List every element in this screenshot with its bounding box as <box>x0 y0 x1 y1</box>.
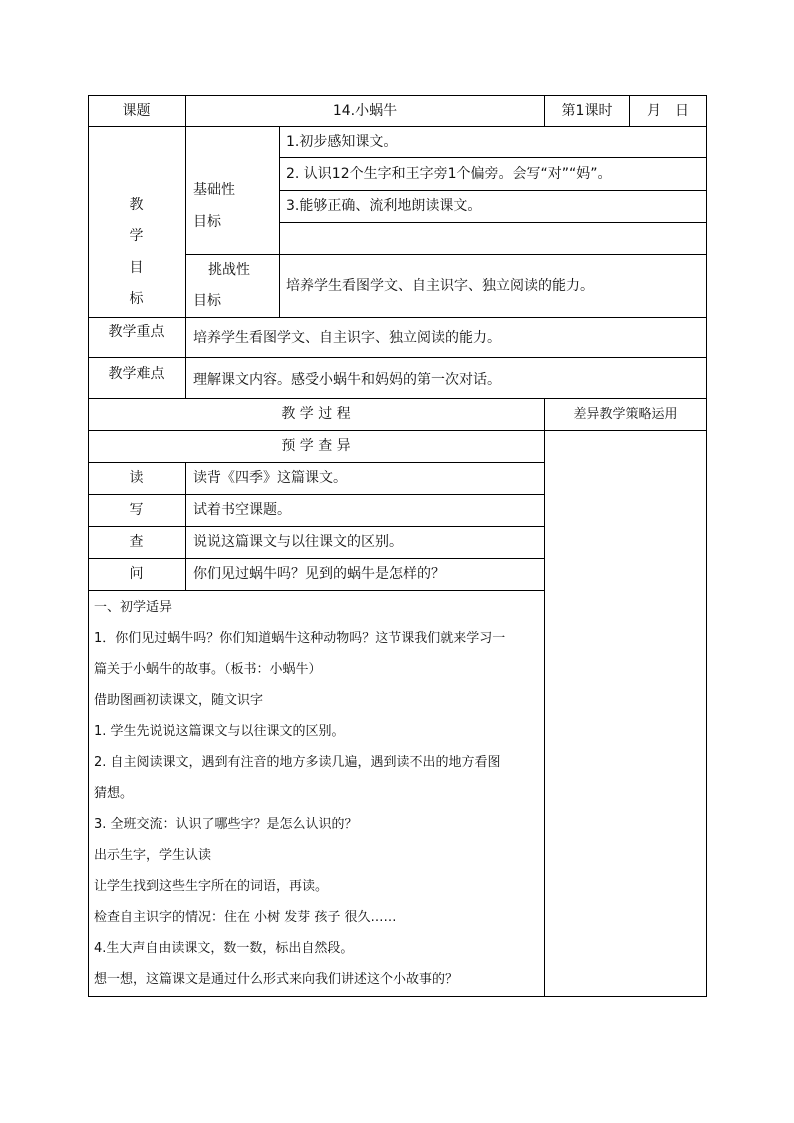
challenge-objective-text: 培养学生看图学文、自主识字、独立阅读的能力。 <box>286 278 594 294</box>
process-body-line: 篇关于小蜗牛的故事。（板书：小蜗牛） <box>94 662 322 677</box>
row-divider <box>88 430 707 431</box>
process-body-line: 借助图画初读课文，随文识字 <box>94 693 264 708</box>
lesson-title: 14.小蜗牛 <box>332 103 398 119</box>
key-point-label: 教学重点 <box>108 324 165 340</box>
process-body-line: 3. 全班交流：认识了哪些字？是怎么认识的？ <box>94 817 358 832</box>
difficulty-text: 理解课文内容。感受小蜗牛和妈妈的第一次对话。 <box>193 372 501 388</box>
lesson-number: 第1课时 <box>561 103 613 119</box>
preview-row-text: 试着书空课题。 <box>193 502 291 518</box>
process-body-line: 2. 自主阅读课文，遇到有注音的地方多读几遍，遇到读不出的地方看图 <box>94 755 501 770</box>
basic-objective-label: 基础性 <box>193 182 235 198</box>
key-point-text: 培养学生看图学文、自主识字、独立阅读的能力。 <box>193 330 501 346</box>
process-body-line: 想一想，这篇课文是通过什么形式来向我们讲述这个小故事的？ <box>94 972 459 987</box>
process-header: 教 学 过 程 <box>281 406 351 422</box>
row-divider <box>88 398 707 399</box>
preview-row-label: 查 <box>129 534 144 550</box>
process-body-line: 4.生大声自由读课文，数一数，标出自然段。 <box>94 941 354 956</box>
process-body-line: 1．你们见过蜗牛吗？你们知道蜗牛这种动物吗？这节课我们就来学习一 <box>94 631 506 646</box>
objectives-label-char: 教 <box>129 197 144 213</box>
table-border-bottom <box>88 996 707 997</box>
preview-row-text: 你们见过蜗牛吗？见到的蜗牛是怎样的？ <box>193 566 445 582</box>
date-placeholder: 月 日 <box>647 103 689 119</box>
preview-row-label: 写 <box>129 502 144 518</box>
row-divider <box>88 494 545 495</box>
table-border-top <box>88 95 707 96</box>
challenge-objective-label: 目标 <box>193 293 221 309</box>
preview-row-label: 问 <box>129 566 144 582</box>
preview-row-text: 说说这篇课文与以往课文的区别。 <box>193 534 403 550</box>
row-divider <box>279 222 707 223</box>
row-divider <box>88 357 707 358</box>
table-border-right <box>706 95 707 997</box>
preview-row-label: 读 <box>129 470 144 486</box>
row-divider <box>279 190 707 191</box>
basic-objective-item: 2. 认识12个生字和王字旁1个偏旁。会写“对”“妈”。 <box>286 166 612 182</box>
process-body-line: 一、初学适异 <box>94 600 173 615</box>
objectives-label-char: 学 <box>129 228 144 244</box>
row-divider <box>88 126 707 127</box>
basic-objective-item: 3.能够正确、流利地朗读课文。 <box>286 198 482 214</box>
col-divider <box>544 398 545 997</box>
process-body-line: 1. 学生先说说这篇课文与以往课文的区别。 <box>94 724 345 739</box>
row-divider <box>185 254 707 255</box>
row-divider <box>88 590 545 591</box>
row-divider <box>279 157 707 158</box>
process-body-line: 让学生找到这些生字所在的词语，再读。 <box>94 879 329 894</box>
preview-row-text: 读背《四季》这篇课文。 <box>193 470 347 486</box>
basic-objective-item: 1.初步感知课文。 <box>286 134 398 150</box>
row-divider <box>88 462 545 463</box>
row-divider <box>88 317 707 318</box>
row-divider <box>88 558 545 559</box>
topic-label: 课题 <box>122 103 151 119</box>
challenge-objective-label: 挑战性 <box>208 262 250 278</box>
objectives-label-char: 标 <box>129 291 144 307</box>
process-body-line: 出示生字，学生认读 <box>94 848 212 863</box>
strategy-header: 差异教学策略运用 <box>573 407 678 422</box>
process-body-line: 猜想。 <box>94 786 134 801</box>
col-divider <box>185 95 186 399</box>
objectives-label-char: 目 <box>129 260 144 276</box>
preview-header: 预 学 查 异 <box>281 438 351 454</box>
basic-objective-label: 目标 <box>193 214 221 230</box>
row-divider <box>88 526 545 527</box>
difficulty-label: 教学难点 <box>108 366 165 382</box>
process-body-line: 检查自主识字的情况：住在 小树 发芽 孩子 很久…… <box>94 910 397 925</box>
